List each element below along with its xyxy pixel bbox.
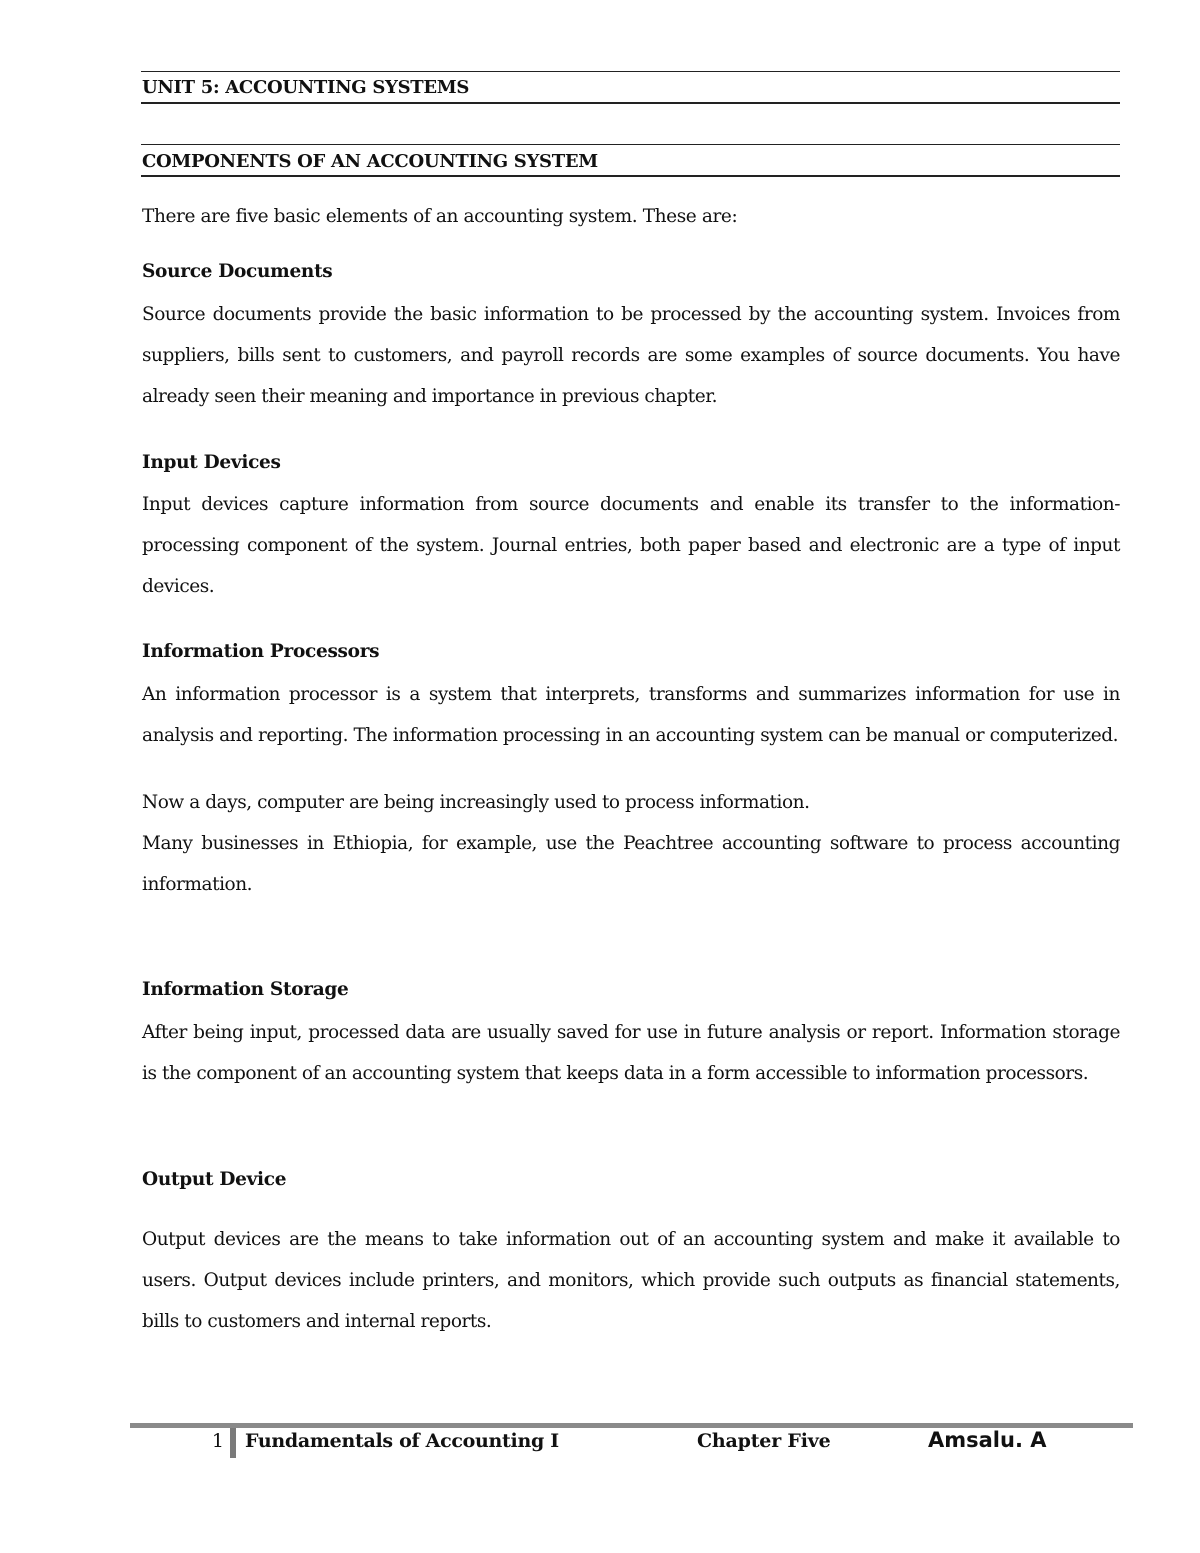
- section-title: Output Device: [142, 1169, 287, 1190]
- divider-rule: [141, 71, 1120, 72]
- section-title: Information Processors: [142, 641, 380, 662]
- paragraph: Source documents provide the basic information to be processed by the accounting system. Invoices from suppliers, bills sent to customers, and payroll records are some examples of source documents. You have already seen their meaning and importance in previous chapter.: [142, 304, 1120, 407]
- divider-rule: [141, 144, 1120, 145]
- section-heading: COMPONENTS OF AN ACCOUNTING SYSTEM: [142, 151, 598, 172]
- page-number: 1: [211, 1430, 224, 1452]
- divider-rule: [141, 175, 1120, 177]
- paragraph: Output devices are the means to take information out of an accounting system and make it available to users. Output devices include printers, and monitors, which provide such outputs as financial statements, bills to customers and internal reports.: [142, 1229, 1120, 1332]
- footer-chapter: Chapter Five: [697, 1430, 831, 1452]
- section-source-documents: [142, 260, 1120, 417]
- section-output-device: [142, 1168, 1120, 1342]
- intro-text: There are five basic elements of an accounting system. These are:: [142, 206, 738, 227]
- paragraph: Now a days, computer are being increasingly used to process information.: [142, 792, 810, 813]
- paragraph: Many businesses in Ethiopia, for example, use the Peachtree accounting software to process accounting information.: [142, 833, 1120, 895]
- section-title: Input Devices: [142, 452, 281, 473]
- section-input-devices: [142, 451, 1120, 607]
- divider-rule: [141, 102, 1120, 104]
- paragraph: Input devices capture information from source documents and enable its transfer to the information-processing component of the system. Journal entries, both paper based and electronic are a type of input devices.: [142, 494, 1120, 597]
- paragraph: After being input, processed data are usually saved for use in future analysis or report. Information storage is the component of an accounting system that keeps data in a form accessible to information processors.: [142, 1022, 1120, 1084]
- unit-title: UNIT 5: ACCOUNTING SYSTEMS: [142, 77, 470, 98]
- footer-author: Amsalu. A: [928, 1428, 1047, 1452]
- section-information-storage: [142, 978, 1120, 1094]
- footer-separator: [230, 1428, 236, 1458]
- section-title: Source Documents: [142, 261, 333, 282]
- section-information-processors: [142, 640, 1120, 905]
- paragraph: An information processor is a system that interprets, transforms and summarizes information for use in analysis and reporting. The information processing in an accounting system can be manual or computerized.: [142, 684, 1120, 746]
- footer-course-title: Fundamentals of Accounting I: [245, 1430, 559, 1452]
- section-title: Information Storage: [142, 979, 349, 1000]
